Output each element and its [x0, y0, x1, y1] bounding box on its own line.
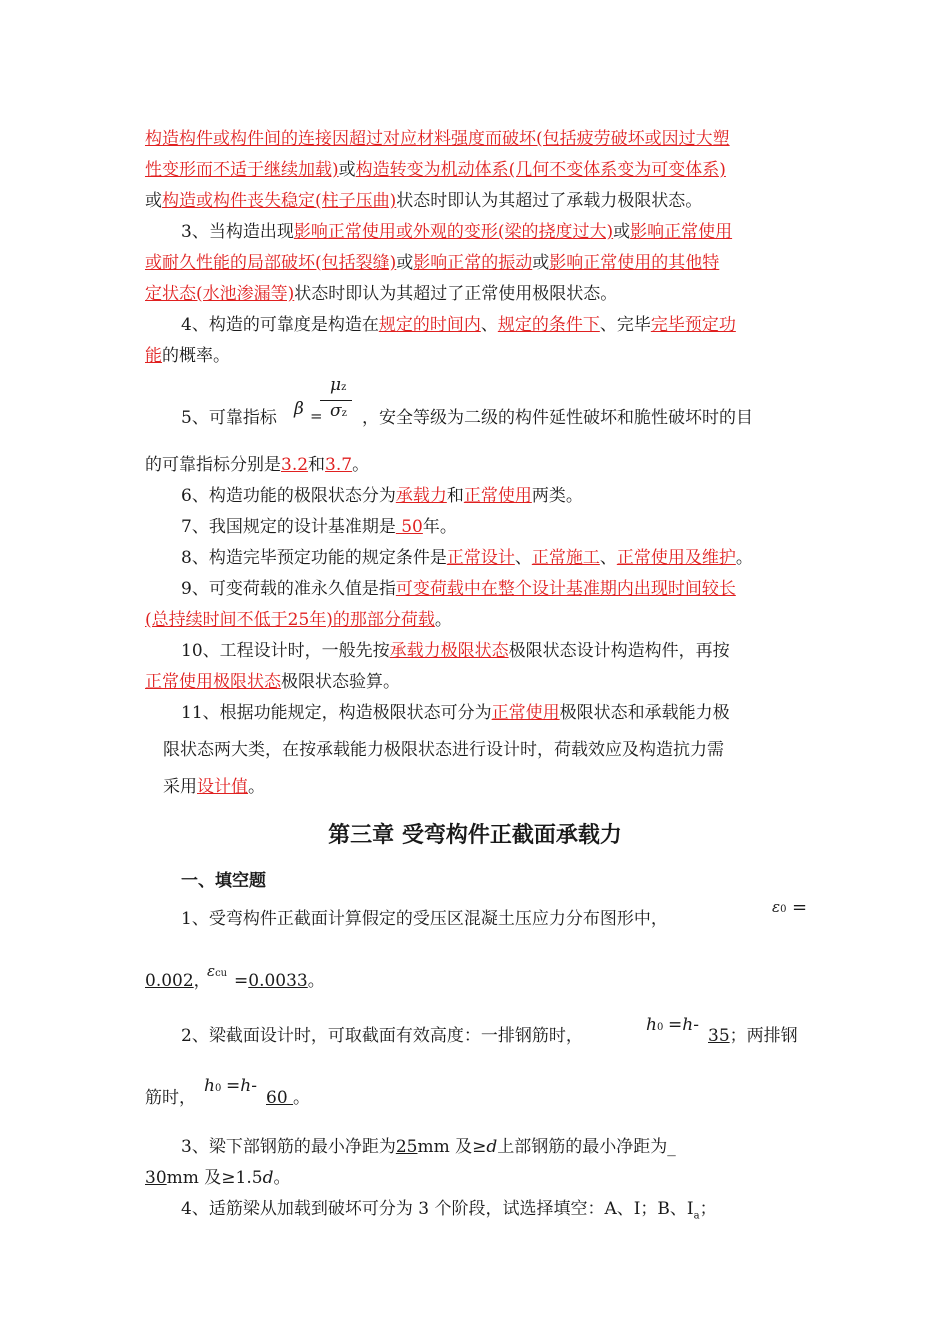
text: 。: [248, 777, 265, 797]
subscript: a: [693, 1210, 700, 1222]
text: 。: [293, 1088, 311, 1108]
text: 。: [352, 455, 370, 475]
answer-text: 构造构件或构件间的连接因超过对应材料强度而破坏(包括疲劳破坏或因过大塑: [145, 129, 730, 149]
text: 状态时即认为其超过了正常使用极限状态。: [294, 284, 618, 304]
question-3: [145, 1132, 846, 1163]
equals-sign: =: [792, 897, 808, 918]
epsilon-0-symbol: ε0: [772, 898, 787, 916]
item-3-line2: [145, 248, 810, 279]
text: ；两排钢: [729, 1026, 798, 1046]
text: 或: [338, 160, 356, 180]
text: 极限状态设计构造构件，再按: [508, 641, 730, 661]
para-line: [145, 186, 810, 217]
text: 或: [532, 253, 550, 273]
answer-text: 构造或构件丧失稳定(柱子压曲): [162, 191, 397, 211]
question-3-line2: [145, 1163, 810, 1194]
answer-text: 能: [145, 346, 162, 366]
text: 或: [613, 222, 631, 242]
answer-text: 或耐久性能的局部破坏(包括裂缝): [145, 253, 397, 273]
answer-text: 影响正常使用或外观的变形(梁的挠度过大): [293, 222, 614, 242]
d-symbol: d: [262, 1168, 274, 1188]
answer-text: 构造转变为机动体系(几何不变体系变为可变体系): [355, 160, 726, 180]
item-5-rest: [362, 403, 812, 434]
text: 5、可靠指标: [181, 408, 277, 428]
item-3: [145, 217, 846, 248]
para-line: [145, 124, 810, 155]
item-6: [145, 481, 846, 512]
text: 6、构造功能的极限状态分为: [181, 486, 396, 506]
equals-sign: =: [234, 971, 249, 991]
text: 的可靠指标分别是: [145, 455, 281, 475]
answer-text: 性变形而不适于继续加载): [145, 160, 339, 180]
text: 、完毕: [599, 315, 651, 335]
text: 的概率。: [162, 346, 230, 366]
answer-text: 正常使用: [463, 486, 532, 506]
text: 两类。: [531, 486, 583, 506]
epsilon-cu-symbol: εcu: [207, 962, 228, 980]
text: 采用: [163, 777, 197, 797]
item-11-line2: [163, 735, 828, 766]
equals-sign: =: [310, 407, 323, 425]
answer-text: 影响正常的振动: [413, 253, 533, 273]
text: 、: [514, 548, 532, 568]
item-4: [145, 310, 846, 341]
para-line: [145, 155, 810, 186]
text: 上部钢筋的最小净距为_: [497, 1137, 676, 1157]
text: ；: [699, 1199, 717, 1219]
item-3-line3: [145, 279, 810, 310]
question-2-value2: [266, 1083, 366, 1114]
item-11: [145, 698, 846, 729]
text: 。: [273, 1168, 291, 1188]
question-2-rest: [708, 1021, 818, 1052]
text: 4、适筋梁从加载到破坏可分为 3 个阶段，试选择填空：A、I；B、I: [181, 1199, 694, 1219]
text: 筋时，: [145, 1088, 196, 1108]
answer-text: 正常设计: [446, 548, 515, 568]
text: 。: [307, 971, 325, 991]
text: mm 及≥1.5: [166, 1168, 263, 1188]
question-4: [145, 1194, 846, 1231]
item-4-line2: [145, 341, 810, 372]
text: 、: [599, 548, 617, 568]
beta-symbol: β: [294, 399, 304, 419]
sigma-symbol: σz: [330, 401, 347, 421]
answer-text: 规定的条件下: [497, 315, 600, 335]
item-11-line3: [163, 772, 828, 803]
item-5-line2: [145, 450, 810, 481]
text: 年。: [422, 517, 457, 537]
item-9: [145, 574, 846, 605]
answer-text: 正常使用及维护: [616, 548, 736, 568]
item-9-line2: [145, 605, 810, 636]
text: 10、工程设计时，一般先按: [181, 641, 390, 661]
text: 或: [145, 191, 162, 211]
answer-text: 0.002: [145, 971, 194, 991]
answer-text: 影响正常使用的其他特: [549, 253, 720, 273]
answer-text: 设计值: [197, 777, 248, 797]
answer-text: 正常使用: [491, 703, 560, 723]
text: ，: [193, 971, 211, 991]
answer-text: 3.2: [281, 455, 309, 475]
answer-text: 35: [708, 1026, 730, 1046]
answer-text: 3.7: [325, 455, 353, 475]
h0-symbol: h0: [646, 1015, 664, 1035]
answer-text: 25: [395, 1137, 418, 1157]
item-8: [145, 543, 846, 574]
text: 、: [480, 315, 498, 335]
text: 3、当构造出现: [181, 222, 294, 242]
answer-text: 可变荷载中在整个设计基准期内出现时间较长: [395, 579, 736, 599]
text: 或: [396, 253, 414, 273]
text: 2、梁截面设计时，可取截面有效高度：一排钢筋时，: [181, 1026, 583, 1046]
answer-text: 定状态(水池渗漏等): [145, 284, 295, 304]
answer-text: 0.0033: [248, 971, 308, 991]
text: 和: [308, 455, 326, 475]
text: 9、可变荷载的准永久值是指: [181, 579, 396, 599]
section-title: 一、填空题: [181, 871, 266, 891]
item-7: [145, 512, 846, 543]
h0-symbol: h0: [204, 1076, 222, 1096]
answer-text: 规定的时间内: [378, 315, 481, 335]
question-1: [145, 904, 846, 935]
text: mm 及≥: [417, 1137, 487, 1157]
chapter-title: 第三章 受弯构件正截面承载力: [328, 823, 622, 848]
answer-text: 正常施工: [531, 548, 600, 568]
answer-text: 50: [395, 517, 423, 537]
text: ，安全等级为二级的构件延性破坏和脆性破坏时的目: [362, 408, 753, 428]
answer-text: 完毕预定功: [650, 315, 736, 335]
text: 限状态两大类，在按承载能力极限状态进行设计时，荷载效应及构造抗力需: [163, 740, 724, 760]
text: 7、我国规定的设计基准期是: [181, 517, 396, 537]
answer-text: 影响正常使用: [630, 222, 733, 242]
mu-symbol: μz: [330, 375, 347, 395]
question-1-value2: [234, 966, 434, 997]
answer-text: 承载力: [395, 486, 447, 506]
item-10: [145, 636, 846, 667]
text: 4、构造的可靠度是构造在: [181, 315, 379, 335]
text: 和: [446, 486, 464, 506]
text: 。: [735, 548, 753, 568]
answer-text: 承载力极限状态: [389, 641, 509, 661]
text: 11、根据功能规定，构造极限状态可分为: [181, 703, 492, 723]
d-symbol: d: [486, 1137, 498, 1157]
text: 8、构造完毕预定功能的规定条件是: [181, 548, 447, 568]
text: 1、受弯构件正截面计算假定的受压区混凝土压应力分布图形中，: [181, 909, 668, 929]
answer-text: 60: [266, 1088, 294, 1108]
text: 。: [434, 610, 452, 630]
h-minus-expression: =h-: [226, 1076, 257, 1096]
text: 状态时即认为其超过了承载力极限状态。: [396, 191, 703, 211]
answer-text: (总持续时间不低于25年)的那部分荷载: [145, 610, 435, 630]
h-minus-expression: =h-: [668, 1015, 699, 1035]
text: 极限状态验算。: [281, 672, 400, 692]
answer-text: 正常使用极限状态: [145, 672, 281, 692]
text: 3、梁下部钢筋的最小净距为: [181, 1137, 396, 1157]
item-10-line2: [145, 667, 810, 698]
answer-text: 30: [145, 1168, 167, 1188]
text: 极限状态和承载能力极: [559, 703, 730, 723]
